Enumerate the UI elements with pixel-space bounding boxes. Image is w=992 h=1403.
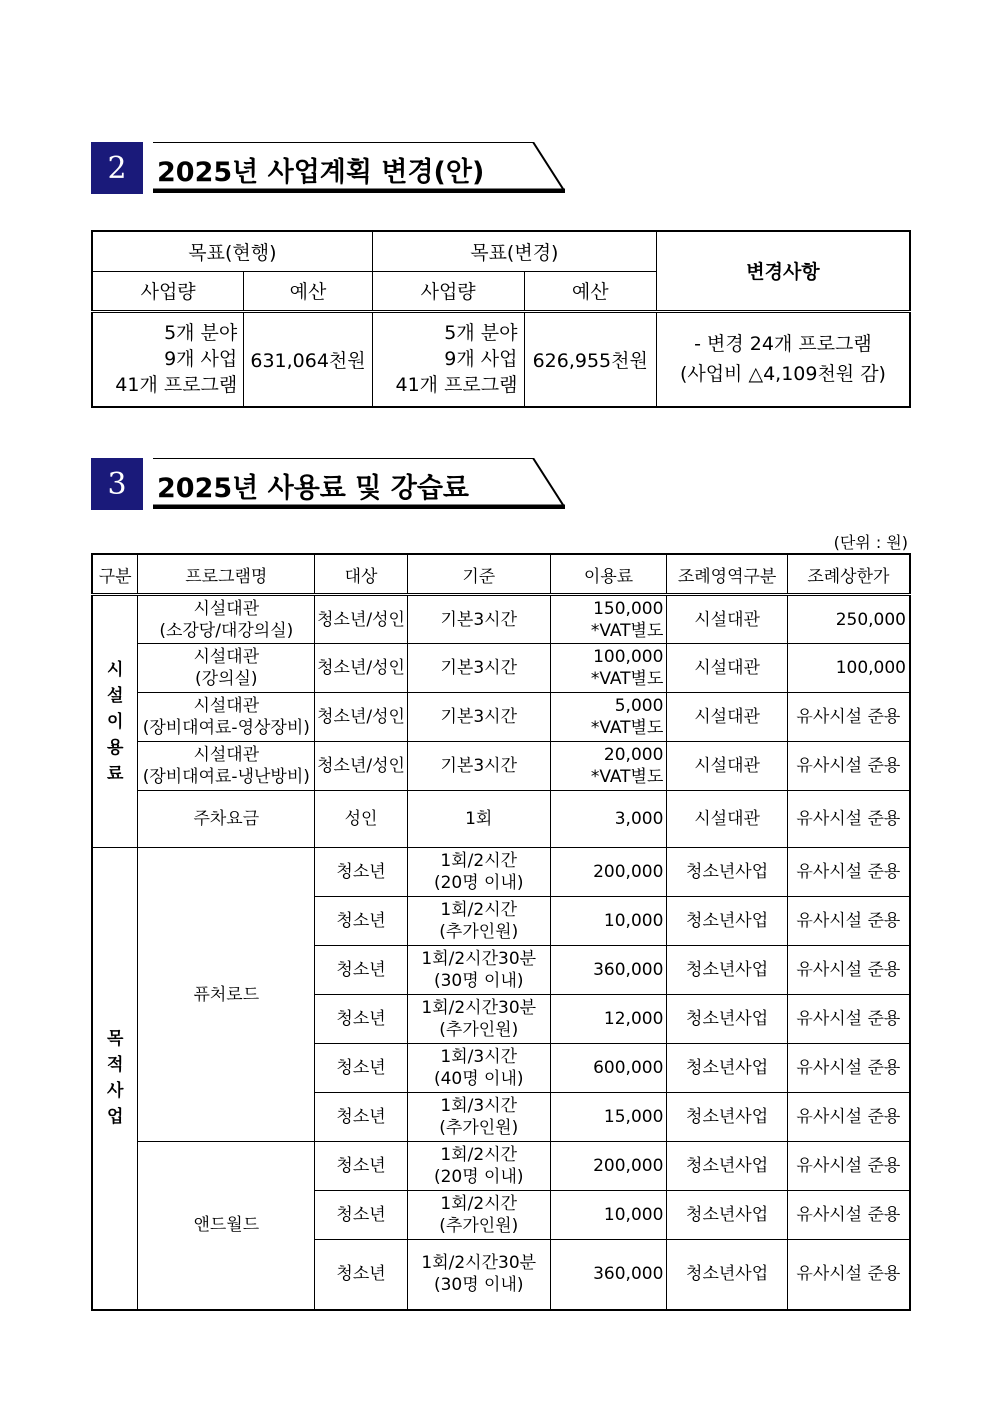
budget-header-changed: 예산 — [524, 271, 656, 311]
basis-cell: 기본3시간 — [407, 644, 550, 693]
fee-cell: 360,000 — [550, 946, 667, 995]
col-header-program: 프로그램명 — [138, 554, 315, 595]
table-row — [92, 848, 910, 897]
section-2-title: 2025년 사업계획 변경(안) — [157, 157, 485, 188]
category-cell: 청소년사업 — [667, 1240, 787, 1310]
category-cell: 청소년사업 — [667, 897, 787, 946]
plan-change-table — [91, 230, 911, 408]
fee-cell: 10,000 — [550, 897, 667, 946]
category-cell: 청소년사업 — [667, 946, 787, 995]
basis-cell: 1회 — [407, 791, 550, 848]
col-header-target: 대상 — [315, 554, 408, 595]
target-cell: 청소년 — [315, 995, 408, 1044]
fee-cell: 20,000 *VAT별도 — [550, 742, 667, 791]
target-cell: 청소년 — [315, 1191, 408, 1240]
fee-cell: 12,000 — [550, 995, 667, 1044]
target-cell: 청소년/성인 — [315, 595, 408, 644]
limit-cell: 유사시설 준용 — [787, 791, 910, 848]
basis-cell: 1회/2시간 (추가인원) — [407, 897, 550, 946]
category-cell: 청소년사업 — [667, 995, 787, 1044]
program-cell: 주차요금 — [138, 791, 315, 848]
changes-header: 변경사항 — [656, 231, 910, 311]
table-row — [92, 1142, 910, 1191]
section-2-number: 2 — [91, 142, 143, 194]
table-row — [92, 742, 910, 791]
section-2-heading — [91, 142, 571, 194]
section-3-number: 3 — [91, 458, 143, 510]
unit-note: (단위 : 원) — [833, 533, 908, 552]
target-cell: 성인 — [315, 791, 408, 848]
basis-cell: 기본3시간 — [407, 595, 550, 644]
section-3-heading — [91, 458, 571, 510]
col-header-basis: 기준 — [407, 554, 550, 595]
table-row — [92, 644, 910, 693]
limit-cell: 유사시설 준용 — [787, 995, 910, 1044]
basis-cell: 1회/2시간30분 (추가인원) — [407, 995, 550, 1044]
basis-cell: 1회/2시간30분 (30명 이내) — [407, 946, 550, 995]
col-header-fee: 이용료 — [550, 554, 667, 595]
group-label-facility: 시설이용료 — [92, 595, 138, 848]
target-cell: 청소년/성인 — [315, 742, 408, 791]
category-cell: 시설대관 — [667, 595, 787, 644]
category-cell: 청소년사업 — [667, 1191, 787, 1240]
category-cell: 시설대관 — [667, 644, 787, 693]
category-cell: 청소년사업 — [667, 1044, 787, 1093]
section-3-title: 2025년 사용료 및 강습료 — [157, 473, 470, 504]
limit-cell: 유사시설 준용 — [787, 848, 910, 897]
fee-cell: 15,000 — [550, 1093, 667, 1142]
target-cell: 청소년 — [315, 1093, 408, 1142]
target-cell: 청소년/성인 — [315, 693, 408, 742]
basis-cell: 기본3시간 — [407, 693, 550, 742]
limit-cell: 100,000 — [787, 644, 910, 693]
program-cell: 시설대관 (장비대여료-영상장비) — [138, 693, 315, 742]
fee-cell: 5,000 *VAT별도 — [550, 693, 667, 742]
basis-cell: 1회/2시간 (20명 이내) — [407, 1142, 550, 1191]
fee-cell: 3,000 — [550, 791, 667, 848]
category-cell: 청소년사업 — [667, 848, 787, 897]
program-name-andworld: 앤드월드 — [138, 1142, 315, 1310]
col-header-limit: 조례상한가 — [787, 554, 910, 595]
table-row — [92, 595, 910, 644]
goal-changed-header: 목표(변경) — [372, 231, 656, 271]
category-cell: 청소년사업 — [667, 1142, 787, 1191]
volume-header-changed: 사업량 — [372, 271, 524, 311]
limit-cell: 유사시설 준용 — [787, 1044, 910, 1093]
col-header-division: 구분 — [92, 554, 138, 595]
program-name-futureroad: 퓨처로드 — [138, 848, 315, 1142]
target-cell: 청소년 — [315, 848, 408, 897]
limit-cell: 유사시설 준용 — [787, 1093, 910, 1142]
current-budget-cell: 631,064천원 — [244, 311, 372, 407]
limit-cell: 유사시설 준용 — [787, 742, 910, 791]
target-cell: 청소년 — [315, 897, 408, 946]
limit-cell: 유사시설 준용 — [787, 693, 910, 742]
limit-cell: 유사시설 준용 — [787, 897, 910, 946]
fee-cell: 10,000 — [550, 1191, 667, 1240]
target-cell: 청소년 — [315, 1240, 408, 1310]
changed-budget-cell: 626,955천원 — [524, 311, 656, 407]
limit-cell: 유사시설 준용 — [787, 1142, 910, 1191]
target-cell: 청소년 — [315, 946, 408, 995]
limit-cell: 250,000 — [787, 595, 910, 644]
basis-cell: 1회/2시간30분 (30명 이내) — [407, 1240, 550, 1310]
program-cell: 시설대관 (소강당/대강의실) — [138, 595, 315, 644]
target-cell: 청소년 — [315, 1142, 408, 1191]
changes-cell: - 변경 24개 프로그램 (사업비 △4,109천원 감) — [656, 311, 910, 407]
table-row — [92, 791, 910, 848]
category-cell: 청소년사업 — [667, 1093, 787, 1142]
fee-cell: 100,000 *VAT별도 — [550, 644, 667, 693]
basis-cell: 1회/2시간 (20명 이내) — [407, 848, 550, 897]
target-cell: 청소년 — [315, 1044, 408, 1093]
current-volume-cell: 5개 분야 9개 사업 41개 프로그램 — [92, 311, 244, 407]
col-header-category: 조례영역구분 — [667, 554, 787, 595]
fee-table — [91, 553, 911, 1311]
fee-cell: 150,000 *VAT별도 — [550, 595, 667, 644]
target-cell: 청소년/성인 — [315, 644, 408, 693]
fee-cell: 200,000 — [550, 848, 667, 897]
changed-volume-cell: 5개 분야 9개 사업 41개 프로그램 — [372, 311, 524, 407]
fee-cell: 200,000 — [550, 1142, 667, 1191]
group-label-purpose: 목적사업 — [92, 848, 138, 1310]
basis-cell: 1회/2시간 (추가인원) — [407, 1191, 550, 1240]
limit-cell: 유사시설 준용 — [787, 946, 910, 995]
category-cell: 시설대관 — [667, 742, 787, 791]
basis-cell: 기본3시간 — [407, 742, 550, 791]
program-cell: 시설대관 (장비대여료-냉난방비) — [138, 742, 315, 791]
table-row — [92, 693, 910, 742]
limit-cell: 유사시설 준용 — [787, 1240, 910, 1310]
basis-cell: 1회/3시간 (40명 이내) — [407, 1044, 550, 1093]
basis-cell: 1회/3시간 (추가인원) — [407, 1093, 550, 1142]
budget-header-current: 예산 — [244, 271, 372, 311]
fee-cell: 600,000 — [550, 1044, 667, 1093]
fee-cell: 360,000 — [550, 1240, 667, 1310]
category-cell: 시설대관 — [667, 693, 787, 742]
volume-header-current: 사업량 — [92, 271, 244, 311]
program-cell: 시설대관 (강의실) — [138, 644, 315, 693]
category-cell: 시설대관 — [667, 791, 787, 848]
limit-cell: 유사시설 준용 — [787, 1191, 910, 1240]
goal-current-header: 목표(현행) — [92, 231, 372, 271]
